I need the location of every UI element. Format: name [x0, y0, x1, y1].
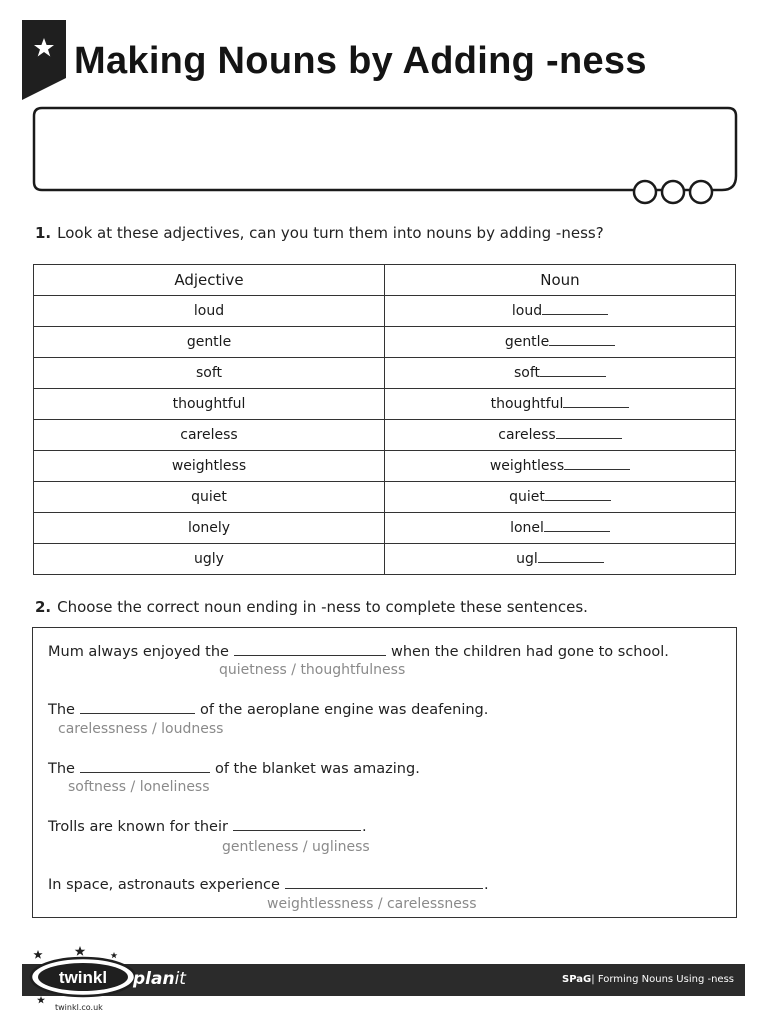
star-icon	[111, 952, 118, 958]
noun-cell[interactable]	[385, 451, 736, 482]
adjective-cell: thoughtful	[34, 389, 385, 420]
question-text: Look at these adjectives, can you turn them into nouns by adding -ness?	[57, 224, 604, 242]
answer-blank[interactable]	[540, 365, 606, 377]
star-icon	[33, 950, 42, 959]
noun-cell[interactable]	[385, 420, 736, 451]
sentence-text-before: The	[48, 702, 75, 718]
sentence-text-after: of the blanket was amazing.	[214, 761, 420, 777]
question-number: 1.	[35, 224, 52, 242]
noun-cell[interactable]	[385, 482, 736, 513]
answer-blank[interactable]	[285, 877, 483, 889]
sentence-3	[48, 761, 420, 777]
brand-name: twinkl	[58, 968, 108, 987]
answer-blank[interactable]	[80, 761, 210, 773]
noun-stem: careless	[498, 427, 556, 443]
adjective-cell: loud	[34, 296, 385, 327]
star-icon	[75, 946, 86, 956]
circle-decoration	[662, 181, 684, 203]
column-header-adjective: Adjective	[34, 265, 385, 296]
noun-stem: soft	[513, 365, 541, 381]
name-box[interactable]	[32, 106, 738, 206]
answer-blank[interactable]	[542, 303, 608, 315]
adjective-cell: lonely	[34, 513, 385, 544]
adjective-cell: ugly	[34, 544, 385, 575]
table-row	[34, 327, 736, 358]
planit-logo	[133, 969, 186, 989]
sentence-text-before: Trolls are known for their	[48, 819, 228, 835]
adjective-cell: quiet	[34, 482, 385, 513]
table-row	[34, 513, 736, 544]
adjective-cell: careless	[34, 420, 385, 451]
planit-light: it	[174, 969, 186, 989]
footer-category: SPaG	[562, 974, 592, 985]
table-row	[34, 389, 736, 420]
answer-blank[interactable]	[564, 458, 630, 470]
noun-stem: thoughtful	[490, 396, 564, 412]
table-row	[34, 544, 736, 575]
sentence-text-before: Mum always enjoyed the	[48, 644, 229, 660]
circle-decoration	[690, 181, 712, 203]
table-row	[34, 451, 736, 482]
answer-blank[interactable]	[538, 551, 604, 563]
sentence-1	[48, 644, 669, 660]
star-icon	[37, 996, 45, 1003]
choice-hint: gentleness / ugliness	[222, 839, 370, 855]
noun-cell[interactable]	[385, 389, 736, 420]
sentence-text-after: .	[483, 877, 489, 893]
table-row	[34, 482, 736, 513]
adjective-cell: weightless	[34, 451, 385, 482]
noun-stem: quiet	[509, 489, 545, 505]
sentence-box	[32, 627, 737, 918]
table-row	[34, 420, 736, 451]
adjective-cell: gentle	[34, 327, 385, 358]
answer-blank[interactable]	[556, 427, 622, 439]
noun-stem: loud	[511, 303, 543, 319]
site-url[interactable]: twinkl.co.uk	[55, 1003, 103, 1012]
answer-blank[interactable]	[544, 520, 610, 532]
corner-flag	[22, 20, 66, 100]
sentence-4	[48, 819, 367, 835]
choice-hint: carelessness / loudness	[58, 721, 224, 737]
answer-blank[interactable]	[80, 702, 195, 714]
sentence-2	[48, 702, 488, 718]
answer-blank[interactable]	[545, 489, 611, 501]
table-header-row	[34, 265, 736, 296]
choice-hint: quietness / thoughtfulness	[219, 662, 406, 678]
choice-hint: weightlessness / carelessness	[267, 896, 477, 912]
question-text: Choose the correct noun ending in -ness to complete these sentences.	[57, 598, 588, 616]
noun-cell[interactable]	[385, 327, 736, 358]
sentence-text-after: when the children had gone to school.	[390, 644, 669, 660]
sentence-5	[48, 877, 489, 893]
question-1	[35, 224, 604, 242]
noun-stem: ugl	[516, 551, 538, 567]
noun-stem: weightless	[489, 458, 565, 474]
noun-cell[interactable]	[385, 513, 736, 544]
table-row	[34, 296, 736, 327]
answer-blank[interactable]	[549, 334, 615, 346]
question-2	[35, 598, 588, 616]
column-header-noun: Noun	[385, 265, 736, 296]
sentence-text-after: of the aeroplane engine was deafening.	[199, 702, 489, 718]
noun-cell[interactable]	[385, 358, 736, 389]
noun-stem: gentle	[504, 334, 550, 350]
noun-cell[interactable]	[385, 544, 736, 575]
circle-decoration	[634, 181, 656, 203]
answer-blank[interactable]	[234, 644, 386, 656]
footer-topic	[562, 974, 734, 985]
footer-topic-text: | Forming Nouns Using -ness	[591, 974, 734, 985]
question-number: 2.	[35, 598, 52, 616]
page-title: Making Nouns by Adding -ness	[74, 40, 647, 82]
adjective-noun-table	[33, 264, 736, 575]
table-row	[34, 358, 736, 389]
noun-stem: lonel	[510, 520, 544, 536]
sentence-text-before: In space, astronauts experience	[48, 877, 280, 893]
sentence-text-after: .	[361, 819, 367, 835]
adjective-cell: soft	[34, 358, 385, 389]
choice-hint: softness / loneliness	[68, 779, 210, 795]
answer-blank[interactable]	[233, 819, 361, 831]
planit-bold: plan	[133, 969, 175, 989]
noun-cell[interactable]	[385, 296, 736, 327]
sentence-text-before: The	[48, 761, 75, 777]
twinkl-logo	[28, 946, 138, 1010]
answer-blank[interactable]	[563, 396, 629, 408]
